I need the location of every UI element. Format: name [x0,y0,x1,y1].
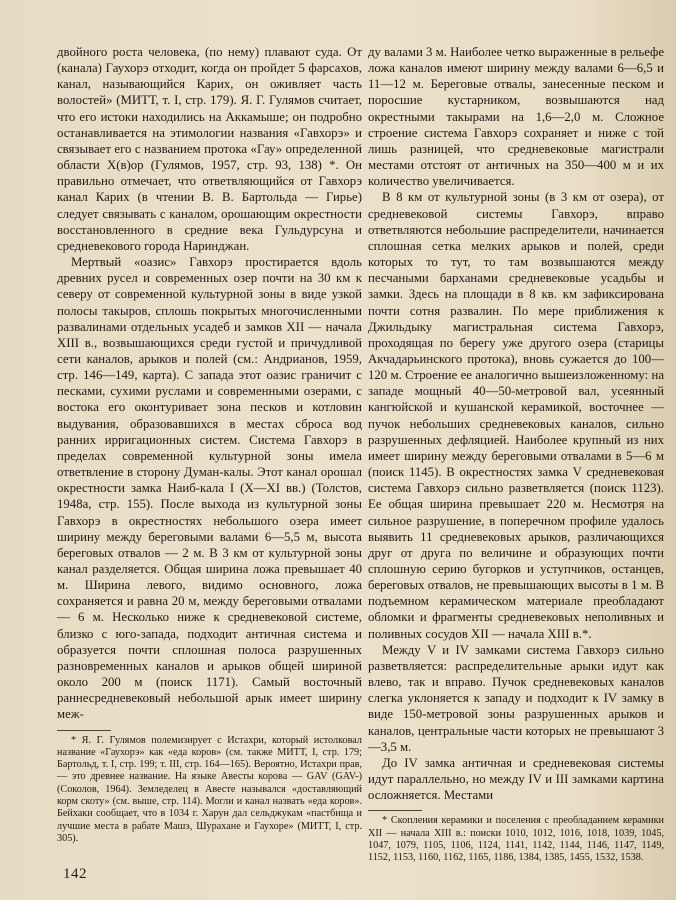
right-paragraph-1: ду валами 3 м. Наиболее четко выраженные в рельефе ложа каналов имеют ширину между валами 6—6,5 и 11—12 м. Береговые отвалы, занесенные песком и поросшие кустарником, возвышаются над окрестными такырами на 1,6—2,0 м. Сложное строение система Гавхорэ сохраняет и ниже с той лишь разницей, что средневековые магистрали местами отстоят от античных на 350—400 м и их количество увеличивается. [368,45,665,189]
page-number: 142 [63,866,87,882]
right-footnote-text: * Скопления керамики и поселения с преобладанием керамики XII — начала XIII в.: поиски 1010, 1012, 1016, 1018, 1039, 1045, 1047, 1079, 1105, 1106, 1124, 1141, 1142, 1144, 1146, 1147, 1149, 1152, 1153, 1160, 1162, 1165, 1186, 1384, 1385, 1455, 1532, 1538. [368,815,664,864]
left-paragraph-2: Мертвый «оазис» Гавхорэ простирается вдоль древних русел и современных озер почти на 30 км к северу от современной культурной зоны в виде узкой полосы такыров, сплошь покрытых многочисленными развалинами отдельных усадеб и замков XII — начала XIII в., возвышающихся среди густой и причудливой сети каналов, арыков и полей (см.: Андрианов, 1959, стр. 146—149, карта). С запада этот оазис граничит с песками, сухими руслами и современными озерами, с востока его оконтуривает зона песков и котловин выдувания, образовавшихся в местах сброса вод ранних ирригационных систем. Система Гавхорэ в пределах современной культурной зоны имела ответвление в сторону Думан-калы. Этот канал орошал окрестности замка Наиб-кала I (X—XI вв.) (Толстов, 1948а, стр. 155). После выхода из культурной зоны Гавхорэ в окрестностях небольшого озера имеет ширину между береговыми валами 6—5,5 м, высота береговых отвалов — 2 м. В 3 км от культурной зоны канал разделяется. Общая ширина ложа превышает 40 м. Ширина левого, видимо основного, ложа сохраняется и равна 20 м, между береговыми отвалами — 6 м. Несколько ниже к средневековой системе, близко с юго-запада, подходит античная система и образуется почти сплошная полоса разрушенных разновременных каналов и арыков общей шириной около 200 м (поиск 1171). Самый восточный раннесредневековый небольшой арык имеет ширину меж- [57,255,362,722]
left-footnote [57,735,362,846]
left-paragraph-1: двойного роста человека, (по нему) плавают суда. От (канала) Гаухорэ отходит, когда он пройдет 5 фарсахов, канал, называющийся Карих, он оживляет часть волостей» (МИТТ, т. I, стр. 179). Я. Г. Гулямов считает, что его истоки находились на Аккамыше; он подробно останавливается на этимологии названия «Гавхорэ» и связывает его с названием протока «Гау» определенной области Х(в)ор (Гулямов, 1957, стр. 93, 138) *. Он правильно отмечает, что ответвляющийся от Гавхорэ канал Карих (в чтении В. В. Бартольда — Гирье) следует связывать с каналом, орошающим окрестности восстановленного в средние века Гульдурсуна и средневекового города Наринджан. [57,45,362,253]
right-paragraph-4: До IV замка античная и средневековая системы идут параллельно, но между IV и III замками картина осложняется. Местами [368,755,664,803]
right-paragraph-3: Между V и IV замками система Гавхорэ сильно разветвляется: распределительные арыки идут как влево, так и вправо. Пучок средневековых каналов слегка уклоняется к западу и подходит к IV замку в виде 150-метровой зоны разрушенных арыков и каналов, центральные части которых не превышают 3—3,5 м. [368,642,664,754]
right-paragraph-2: В 8 км от культурной зоны (в 3 км от озера), от средневековой системы Гавхорэ, вправо ответвляются небольшие распределители, начинается сплошная сетка мелких арыков и полей, среди которых то тут, то там возвышаются между песчаными барханами средневековые усадьбы и замки. Здесь на площади в 8 кв. км зафиксирована почти сотня развалин. По мере приближения к Джильдыку магистральная система Гавхорэ, проходящая по берегу уже другого озера (старицы Акчадарьинского протока), вновь сужается до 100—120 м. Строение ее аналогично вышеизложенному: на западе мощный 40—50-метровой вал, усеянный кангюйской и кушанской керамикой, восточнее — пучок небольших средневековых каналов, сильно разрушенных дефляцией. Наиболее крупный из них имеет ширину между береговыми отвалами в 5—6 м (поиск 1145). В окрестностях замка V средневековая система Гавхорэ сильно разветвляется (поиск 1123). Ее общая ширина превышает 220 м. Несмотря на сильное разрушение, в поперечном профиле удалось выявить 11 средневековых арыков, различающихся друг от друга по величине и образующих почти сплошную серию бугорков и уступчиков, останцев, береговых отвалов, не превышающих высоты в 1 м. В подъемном керамическом материале преобладают обломки и фрагменты средневековых неполивных и поливных сосудов XII — начала XIII в.*. [368,190,664,641]
right-footnote [368,815,664,864]
footnote-divider [57,730,111,731]
footnote-divider [368,810,422,811]
right-column [368,44,664,865]
left-footnote-text: * Я. Г. Гулямов полемизирует с Истахри, который истолковал название «Гаухорэ» как «еда коров» (см. также МИТТ, I, стр. 179; Бартольд, т. I, стр. 199; т. III, стр. 164—165). Вероятно, Истахри прав, — это древнее название. На языке Авесты корова — GAV (GAV-) (Соколов, 1964). Земледелец в Авесте назывался «доставляющий корм скоту» (см. выше, стр. 114). Могли и канал назвать «еда коров». Бейхаки сообщает, что в 1034 г. Харун дал сельджукам «пастбища и лучшие места в рабате Машэ, Шурахане и Гаухоре» (МИТТ, I, стр. 305). [57,734,362,844]
left-column [57,44,362,845]
